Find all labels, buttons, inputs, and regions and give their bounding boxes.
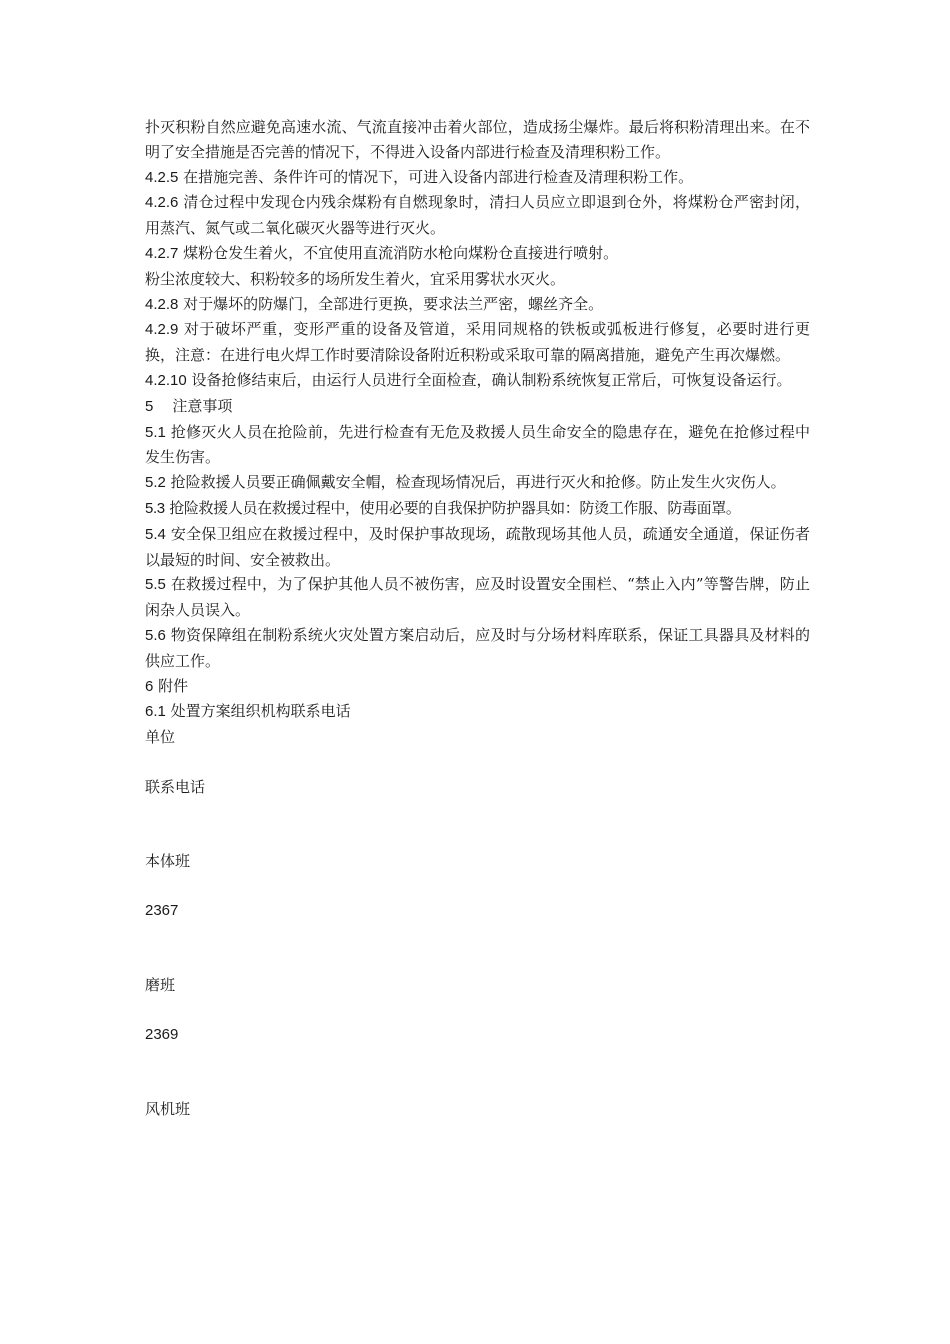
section-number: 4.2.7	[145, 244, 179, 262]
heading-5: 5 注意事项	[145, 396, 233, 415]
section-number: 4.2.9	[145, 321, 179, 339]
table-row-unit: 本体班	[145, 852, 191, 871]
table-header-unit: 单位	[145, 728, 176, 747]
paragraph-5-6: 5.6 物资保障组在制粉系统火灾处置方案启动后，应及时与分场材料库联系，保证工具器具及材料的供应工作。	[145, 625, 810, 670]
paragraph-5-1: 5.1 抢修灭火人员在抢险前，先进行检查有无危及救援人员生命安全的隐患存在，避免在抢修过程中发生伤害。	[145, 422, 810, 467]
paragraph-4-2-8: 4.2.8 对于爆坏的防爆门，全部进行更换，要求法兰严密，螺丝齐全。	[145, 294, 604, 313]
table-row-unit: 风机班	[145, 1100, 191, 1119]
section-number: 4.2.5	[145, 168, 179, 186]
section-number: 5.1	[145, 423, 166, 441]
table-row-phone: 2369	[145, 1025, 179, 1043]
paragraph-5-5: 5.5 在救援过程中，为了保护其他人员不被伤害，应及时设置安全围栏、“禁止入内”等警告牌，防止闲杂人员误入。	[145, 575, 810, 620]
paragraph-4-2-9: 4.2.9 对于破坏严重，变形严重的设备及管道，采用同规格的铁板或弧板进行修复，必要时进行更换，注意：在进行电火焊工作时要清除设备附近积粉或采取可靠的隔离措施，避免产生再次爆燃。	[145, 320, 810, 365]
heading-6: 6 附件	[145, 676, 189, 695]
document-page	[145, 115, 810, 1122]
section-number: 4.2.6	[145, 194, 179, 212]
table-row-phone: 2367	[145, 901, 179, 919]
section-number: 6.1	[145, 703, 166, 721]
paragraph-4-2-5: 4.2.5 在措施完善、条件许可的情况下，可进入设备内部进行检查及清理积粉工作。	[145, 167, 694, 186]
paragraph-4-2-7: 4.2.7 煤粉仓发生着火，不宜使用直流消防水枪向煤粉仓直接进行喷射。	[145, 243, 619, 262]
section-number: 5.3	[145, 499, 165, 517]
paragraph-4-2-7-cont: 粉尘浓度较大、积粉较多的场所发生着火，宜采用雾状水灭火。	[145, 269, 566, 288]
section-number: 4.2.10	[145, 371, 187, 389]
section-number: 5	[145, 397, 154, 415]
section-number: 5.4	[145, 525, 166, 543]
paragraph-5-4: 5.4 安全保卫组应在救援过程中，及时保护事故现场，疏散现场其他人员，疏通安全通道，保证伤者以最短的时间、安全被救出。	[145, 524, 810, 569]
table-header-phone: 联系电话	[145, 777, 206, 796]
contact-table	[145, 725, 810, 1122]
section-number: 4.2.8	[145, 295, 179, 313]
paragraph-0: 扑灭积粉自然应避免高速水流、气流直接冲击着火部位，造成扬尘爆炸。最后将积粉清理出来。在不明了安全措施是否完善的情况下，不得进入设备内部进行检查及清理积粉工作。	[145, 118, 810, 161]
paragraph-4-2-6: 4.2.6 清仓过程中发现仓内残余煤粉有自燃现象时，清扫人员应立即退到仓外，将煤粉仓严密封闭，用蒸汽、氮气或二氧化碳灭火器等进行灭火。	[145, 193, 810, 238]
paragraph-4-2-10: 4.2.10 设备抢修结束后，由运行人员进行全面检查，确认制粉系统恢复正常后，可恢复设备运行。	[145, 370, 792, 389]
section-number: 5.6	[145, 626, 166, 644]
paragraph-5-3: 5.3 抢险救援人员在救援过程中，使用必要的自我保护防护器具如：防烫工作服、防毒面罩。	[145, 498, 741, 517]
section-number: 6	[145, 677, 154, 695]
section-number: 5.2	[145, 474, 166, 492]
table-row-unit: 磨班	[145, 976, 176, 995]
heading-6-1: 6.1 处置方案组织机构联系电话	[145, 702, 351, 721]
paragraph-5-2: 5.2 抢险救援人员要正确佩戴安全帽，检查现场情况后，再进行灭火和抢修。防止发生火灾伤人。	[145, 473, 786, 492]
section-number: 5.5	[145, 576, 166, 594]
